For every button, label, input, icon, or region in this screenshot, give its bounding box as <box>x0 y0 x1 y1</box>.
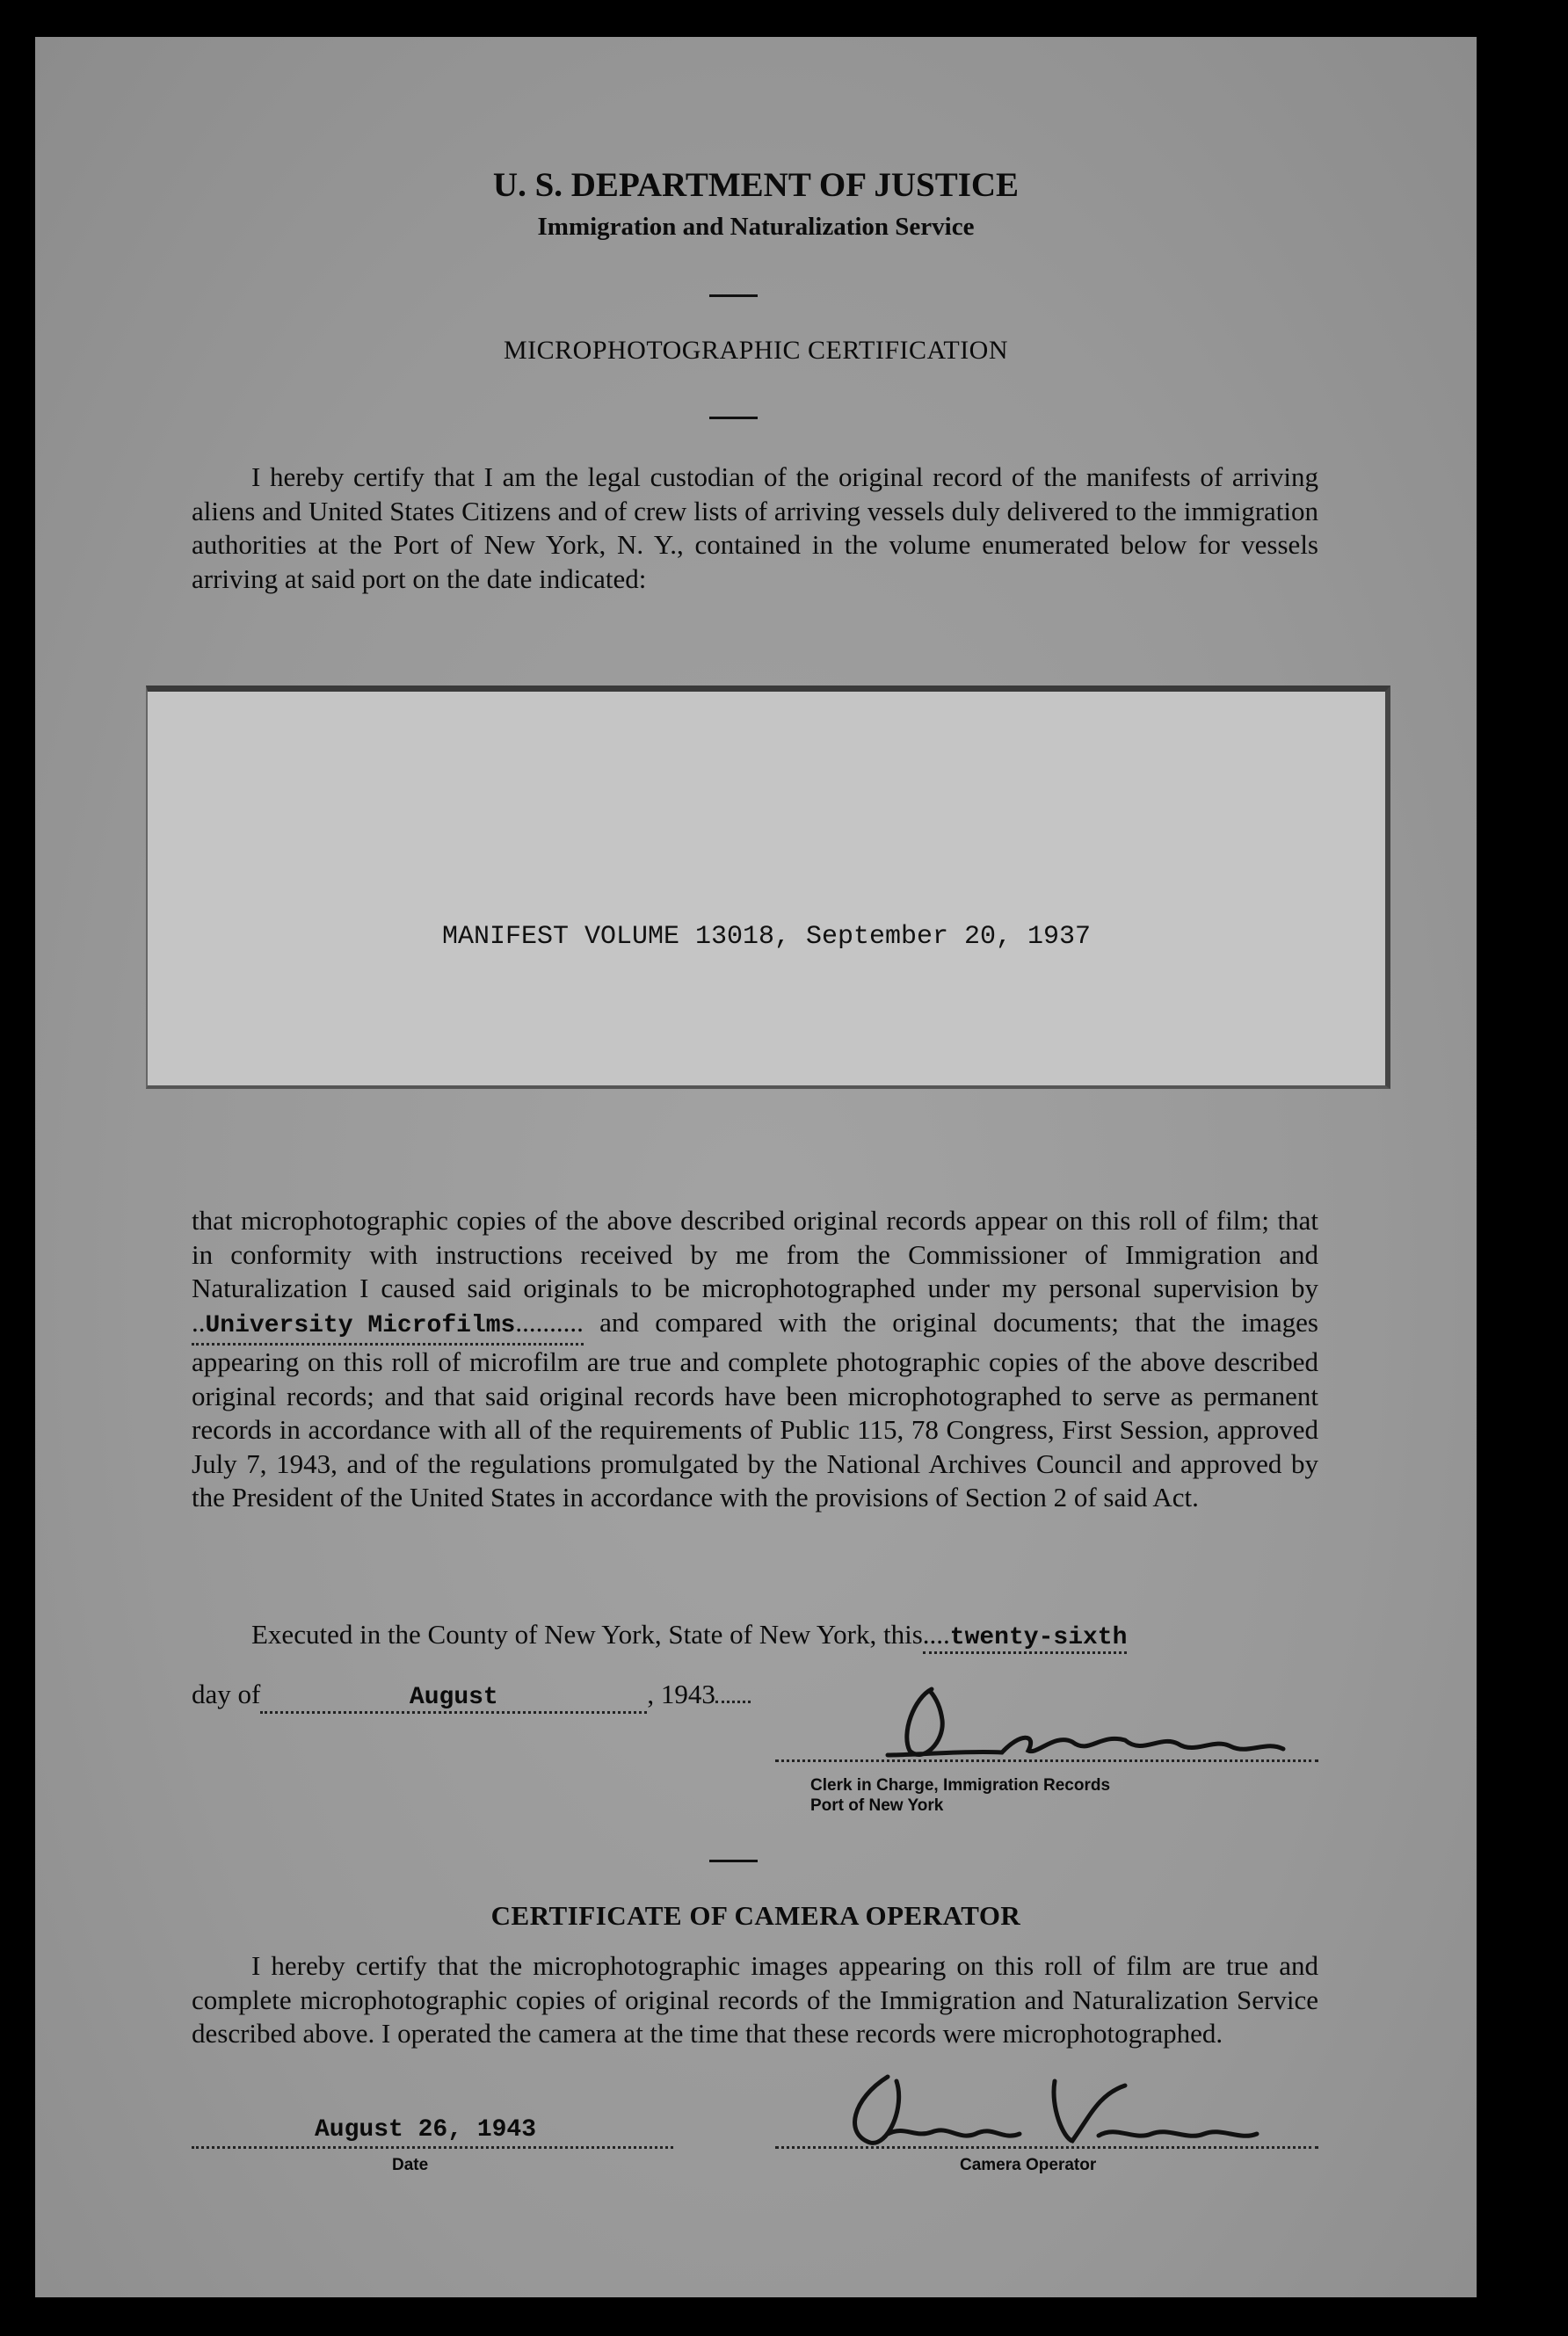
clerk-title: Clerk in Charge, Immigration Records <box>810 1776 1111 1795</box>
divider-rule <box>709 417 758 419</box>
certification-body: that microphotographic copies of the above described original records appear on this roll of film; that in conformity with instructions received by me from the Commissioner of Immigration and Naturalization I caused said originals to be microphotographed under my personal supervision by..University Microfilms.......... and compared with the original documents; that the images appearing on this roll of microfilm are true and complete photographic copies of the above described original records; and that said original records have been microphotographed to serve as permanent records in accordance with all of the requirements of Public 115, 78 Congress, First Session, approved July 7, 1943, and of the regulations promulgated by the National Archives Council and approved by the President of the United States in accordance with the provisions of Section 2 of said Act. <box>192 1205 1318 1513</box>
camera-date-value: August 26, 1943 <box>315 2116 537 2144</box>
certification-heading: MICROPHOTOGRAPHIC CERTIFICATION <box>503 336 1009 365</box>
operator-caption: Camera Operator <box>960 2156 1097 2174</box>
execution-month: August <box>409 1684 498 1711</box>
agency-title: U. S. DEPARTMENT OF JUSTICE <box>492 166 1020 204</box>
day-of-label: day of <box>192 1679 261 1709</box>
execution-day: twenty-sixth <box>949 1624 1128 1651</box>
clerk-caption <box>810 1775 1110 1816</box>
date-line <box>192 2146 673 2149</box>
operator-signature <box>835 2064 1292 2160</box>
manifest-volume-text: MANIFEST VOLUME 13018, September 20, 1937 <box>441 922 1092 952</box>
clerk-port: Port of New York <box>810 1796 944 1815</box>
intro-paragraph <box>192 461 1318 596</box>
execution-prefix: Executed in the County of New York, State of New York, this <box>251 1619 923 1650</box>
camera-certificate-text: I hereby certify that the microphotographic images appearing on this roll of film are true and complete microphotographic copies of original records of the Immigration and Naturalization Service described above. I operated the camera at the time that these records were microphotographed. <box>192 1950 1318 2049</box>
body-text-end: and compared with the original documents; that the images appearing on this roll of microfilm are true and complete photographic copies of the above described original records; and that said original records have been microphotographed to serve as permanent records in accordance with all of the requirements of Public 115, 78 Congress, First Session, approved July 7, 1943, and of the regulations promulgated by the National Archives Council and approved by the President of the United States in accordance with the provisions of Section 2 of said Act. <box>192 1306 1318 1513</box>
record-label-box <box>146 686 1390 1089</box>
execution-date-line <box>192 1679 751 1714</box>
divider-rule <box>709 294 758 297</box>
certificate-page <box>35 37 1477 2297</box>
service-subtitle: Immigration and Naturalization Service <box>537 213 975 241</box>
execution-line: Executed in the County of New York, State of New York, this....twenty-sixth <box>251 1619 1127 1654</box>
camera-certificate-title: CERTIFICATE OF CAMERA OPERATOR <box>490 1900 1021 1931</box>
company-name: University Microfilms <box>205 1311 516 1339</box>
camera-certificate-paragraph <box>192 1949 1318 2051</box>
clerk-signature <box>861 1672 1336 1786</box>
divider-rule <box>709 1860 758 1862</box>
intro-text: I hereby certify that I am the legal custodian of the original record of the manifests of arriving aliens and United States Citizens and of crew lists of arriving vessels duly delivered to the immigration authorities at the Port of New York, N. Y., contained in the volume enumerated below for vessels arriving at said port on the date indicated: <box>192 461 1318 594</box>
execution-year: , 1943 <box>647 1679 715 1709</box>
body-text-start: that microphotographic copies of the above described original records appear on this roll of film; that in conformity with instructions received by me from the Commissioner of Immigration and Naturalization I caused said originals to be microphotographed under my personal supervision by <box>192 1205 1318 1303</box>
date-caption: Date <box>392 2156 429 2174</box>
